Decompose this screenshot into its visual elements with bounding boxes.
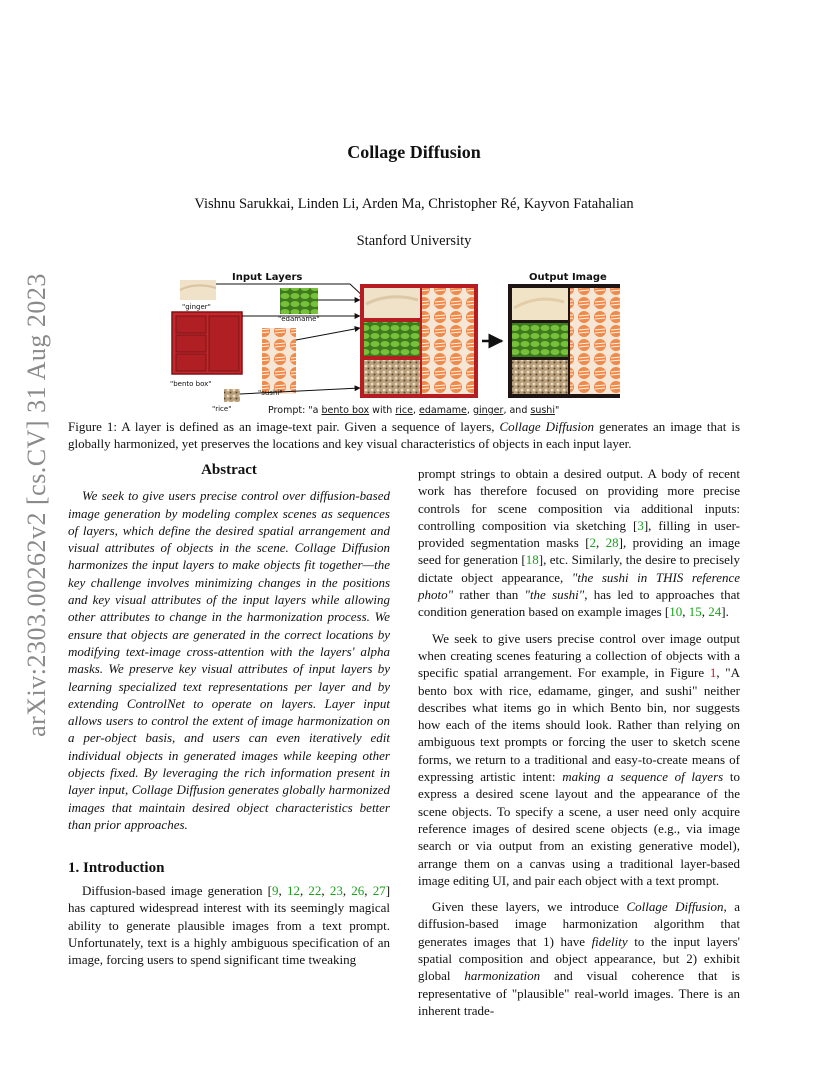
citation-link[interactable]: 10 <box>669 604 683 620</box>
citation-link[interactable]: 12 <box>286 883 300 898</box>
ginger-layer-label: "ginger" <box>182 303 211 311</box>
citation-link[interactable]: 2 <box>589 535 597 551</box>
rice-layer-label: "rice" <box>212 405 232 413</box>
author-list: Vishnu Sarukkai, Linden Li, Arden Ma, Christopher Ré, Kayvon Fatahalian <box>194 196 634 212</box>
arxiv-watermark <box>22 273 52 737</box>
ginger-layer-image <box>180 280 216 300</box>
left-column <box>68 462 391 968</box>
abstract-body: We seek to give users precise control over diffusion-based image generation by modeling complex scenes as sequences of layers, which define the desired spatial arrangement and visual attributes of objects in the scene. Collage Diffusion harmonizes the input layers to make objects fit together—the key challenge involves minimizing changes in the positions and key visual attributes of the input layers while allowing other attributes to change in the harmonization process. We ensure that objects are generated in the correct locations by modifying text-image cross-attention with the layers' alpha masks. We preserve key visual attributes of input layers by learning specialized text representations per layer and by extending ControlNet to operate on layers. Layer input allows users to control the extent of image harmonization on a per-object basis, and users can even iteratively edit individual objects in generated images while keeping other objects fixed. By leveraging the rich information present in layer input, Collage Diffusion generates globally harmonized images that maintain desired object characteristics better than prior approaches. <box>68 488 390 832</box>
figure-illustration <box>160 268 620 418</box>
sushi-layer-label: "sushi" <box>258 389 283 397</box>
citation-link[interactable]: 15 <box>688 604 702 620</box>
citation-link[interactable]: 26 <box>351 883 365 898</box>
figure-caption: Figure 1: A layer is defined as an image-text pair. Given a sequence of layers, Collage Diffusion generates an image that is globally harmonized, yet preserves the locations and key visual characteristics of objects in each input layer. <box>68 419 741 451</box>
output-image-label: Output Image <box>529 272 607 283</box>
citation-link[interactable]: 18 <box>525 552 539 568</box>
right-paragraph-3: Given these layers, we introduce Collage Diffusion, a diffusion-based image harmonization algorithm that generates images that 1) have fidelity to the input layers' spatial composition and object appearance, but 2) exhibit global harmonization and visual coherence that is representative of "plausible" real-world images. There is an inherent trade- <box>418 899 741 1018</box>
output-image <box>508 284 620 398</box>
sushi-layer-image <box>262 328 296 394</box>
edamame-layer-image <box>280 288 318 314</box>
right-column <box>418 465 740 1028</box>
citation-link[interactable]: 28 <box>605 535 619 551</box>
input-layers-label: Input Layers <box>232 272 303 283</box>
introduction-heading: 1. Introduction <box>68 860 165 876</box>
figure-prompt: Prompt: "a bento box with rice, edamame, ginger, and sushi" <box>268 405 560 416</box>
right-paragraph-1: prompt strings to obtain a desired output. A body of recent work has therefore focused on providing more precise controls for scene composition via additional inputs: controlling composition via sketching [3], filling in user-provided segmentation masks [2, 28], providing an image seed for generation [18], etc. Similarly, the desire to precisely dictate object appearance, "the sushi in THIS reference photo" rather than "the sushi", has led to approaches that condition generation based on example images [10, 15, 24]. <box>418 466 741 620</box>
citation-link[interactable]: 24 <box>708 604 722 620</box>
paper-title: Collage Diffusion <box>347 142 481 162</box>
citation-link[interactable]: 3 <box>637 517 644 533</box>
edamame-layer-label: "edamame" <box>278 315 320 323</box>
rice-layer-image <box>224 389 240 402</box>
collage-composite <box>360 284 478 398</box>
arxiv-id: arXiv:2303.00262v2 [cs.CV] 31 Aug 2023 <box>22 273 51 737</box>
citation-link[interactable]: 23 <box>329 883 343 898</box>
figure-reference-link[interactable]: 1 <box>709 665 717 681</box>
right-paragraph-2: We seek to give users precise control over image output when creating scenes featuring a collection of objects with a specific spatial arrangement. For example, in Figure 1, "A bento box with rice, edamame, ginger, and sushi" neither describes what items go in which Bento bin, nor suggests how each of the items should look. Rather than relying on ambiguous text prompts or forcing the user to sketch scene forms, we return to a traditional and easy-to-create means of expressing artistic intent: making a sequence of layers to express a desired scene layout and the appearance of the scene objects. To specify a scene, a user need only acquire reference images of desired scene objects (e.g., via image search or via output from an existing generative model), arrange them on a canvas using a traditional layer-based image editing UI, and pair each object with a text prompt. <box>418 630 741 888</box>
figure-1 <box>160 268 620 418</box>
affiliation: Stanford University <box>356 233 472 249</box>
bento-box-layer-label: "bento box" <box>170 380 212 388</box>
citation-link[interactable]: 27 <box>372 883 386 898</box>
introduction-paragraph: Diffusion-based image generation [9, 12, 22, 23, 26, 27] has captured widespread interest with its seemingly magical ability to generate plausible images from a text prompt. Unfortunately, text is a highly ambiguous specification of an image, forcing users to spend significant time tweaking <box>68 883 391 968</box>
citation-link[interactable]: 22 <box>308 883 322 898</box>
citation-link[interactable]: 9 <box>272 883 279 898</box>
abstract-heading: Abstract <box>201 462 257 478</box>
